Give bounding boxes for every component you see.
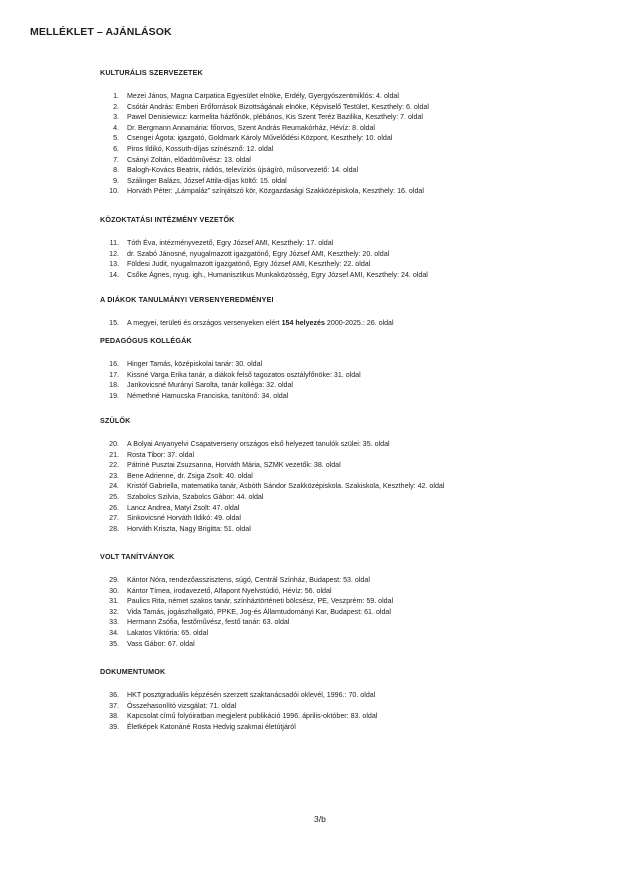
list-item bbox=[100, 586, 620, 597]
item-text: Balogh-Kovács Beatrix, rádiós, televíziós újságíró, műsorvezető: 14. oldal bbox=[127, 166, 359, 175]
list-item bbox=[100, 690, 620, 701]
item-text: Csányi Zoltán, előadóművész: 13. oldal bbox=[127, 155, 251, 164]
item-text: HKT posztgraduális képzésén szerzett szaktanácsadói oklevél, 1996.: 70. oldal bbox=[127, 691, 376, 699]
item-number: 12. bbox=[109, 249, 119, 258]
list-item bbox=[100, 112, 620, 123]
item-number: 34. bbox=[109, 628, 119, 637]
list-item bbox=[100, 270, 620, 281]
list-item bbox=[100, 492, 620, 503]
item-number: 3. bbox=[113, 113, 119, 122]
recommendation-list bbox=[100, 690, 620, 732]
list-item bbox=[100, 575, 620, 586]
recommendation-list bbox=[100, 359, 620, 401]
item-number: 20. bbox=[109, 440, 119, 448]
item-text: Vida Tamás, jogászhallgató, PPKE, Jog-és Államtudományi Kar, Budapest: 61. oldal bbox=[127, 607, 391, 616]
item-text: Kristóf Gabriella, matematika tanár, Asbóth Sándor Szakközépiskola. Szakiskola, Keszthely: 42. oldal bbox=[127, 482, 445, 491]
list-item bbox=[100, 596, 620, 607]
item-number: 30. bbox=[109, 586, 119, 595]
section-heading: SZÜLŐK bbox=[100, 416, 131, 425]
recommendation-list bbox=[100, 91, 620, 197]
list-item bbox=[100, 460, 620, 471]
item-number: 36. bbox=[109, 691, 119, 699]
item-text: Piros Ildikó, Kossuth-díjas színésznő: 12. oldal bbox=[127, 144, 274, 153]
item-number: 17. bbox=[109, 370, 119, 379]
item-text bbox=[127, 318, 394, 329]
item-text: Csőke Ágnes, nyug. igh., Humanisztikus Munkaközösség, Egry József AMI, Keszthely: 24. oldal bbox=[127, 270, 428, 279]
list-item bbox=[100, 639, 620, 650]
item-number: 11. bbox=[109, 239, 119, 247]
item-text: Pátriné Pusztai Zsuzsanna, Horváth Mária, SZMK vezetők: 38. oldal bbox=[127, 461, 341, 470]
list-item bbox=[100, 165, 620, 176]
section-heading: KULTURÁLIS SZERVEZETEK bbox=[100, 68, 203, 77]
item-text: Kissné Varga Erika tanár, a diákok felső tagozatos osztályfőnöke: 31. oldal bbox=[127, 370, 361, 379]
item-number: 37. bbox=[109, 701, 119, 710]
item-number: 13. bbox=[109, 260, 119, 269]
section-heading: VOLT TANÍTVÁNYOK bbox=[100, 552, 175, 561]
list-item bbox=[100, 607, 620, 618]
item-text-before: A megyei, területi és országos versenyeken elért bbox=[127, 319, 282, 327]
recommendation-list bbox=[100, 318, 620, 329]
item-text: Mezei János, Magna Carpatica Egyesület elnöke, Erdély, Gyergyószentmiklós: 4. oldal bbox=[127, 92, 399, 100]
item-number: 8. bbox=[113, 166, 119, 175]
item-number: 28. bbox=[109, 524, 119, 533]
item-number: 33. bbox=[109, 618, 119, 627]
item-text: Horváth Péter: „Lámpaláz” színjátszó kör, Közgazdasági Szakközépiskola, Keszthely: 16. oldal bbox=[127, 187, 424, 196]
item-text: Paulics Rita, német szakos tanár, színháztörténeti bölcsész, PE, Veszprém: 59. oldal bbox=[127, 597, 394, 606]
item-text: Lancz Andrea, Matyi Zsolt: 47. oldal bbox=[127, 503, 240, 512]
list-item bbox=[100, 711, 620, 722]
list-item bbox=[100, 524, 620, 535]
item-text: Szabolcs Szilvia, Szabolcs Gábor: 44. oldal bbox=[127, 492, 264, 501]
list-item bbox=[100, 359, 620, 370]
item-text: Kántor Nóra, rendezőasszisztens, súgó, Centrál Színház, Budapest: 53. oldal bbox=[127, 576, 370, 584]
item-text: Kapcsolat című folyóiratban megjelent publikáció 1996. április-október: 83. oldal bbox=[127, 712, 378, 721]
list-item bbox=[100, 513, 620, 524]
item-number: 4. bbox=[113, 123, 119, 132]
item-text: Vass Gábor: 67. oldal bbox=[127, 639, 195, 648]
item-text-after: 2000-2025.: 26. oldal bbox=[324, 319, 394, 327]
list-item bbox=[100, 238, 620, 249]
item-number: 22. bbox=[109, 461, 119, 470]
item-number: 25. bbox=[109, 492, 119, 501]
recommendation-list bbox=[100, 439, 620, 534]
item-number: 10. bbox=[109, 187, 119, 196]
list-item bbox=[100, 155, 620, 166]
list-item bbox=[100, 722, 620, 733]
item-number: 1. bbox=[113, 92, 119, 100]
item-text: Dr. Bergmann Annamária: főorvos, Szent András Reumakórház, Hévíz: 8. oldal bbox=[127, 123, 376, 132]
list-item bbox=[100, 701, 620, 712]
list-item bbox=[100, 249, 620, 260]
page-title: MELLÉKLET – AJÁNLÁSOK bbox=[30, 26, 172, 38]
item-number: 32. bbox=[109, 607, 119, 616]
list-item bbox=[100, 186, 620, 197]
section-kulturalis-szervezetek bbox=[100, 68, 620, 197]
item-number: 39. bbox=[109, 722, 119, 731]
item-text: Csengei Ágota: igazgató, Goldmark Károly Művelődési Központ, Keszthely: 10. oldal bbox=[127, 134, 393, 143]
section-diakok-versenyeredmenyei bbox=[100, 295, 620, 329]
item-number: 7. bbox=[113, 155, 119, 164]
item-number: 19. bbox=[109, 391, 119, 400]
item-text: Összehasonlító vizsgálat: 71. oldal bbox=[127, 701, 237, 710]
item-text: Némethné Hamucska Franciska, tanítónő: 34. oldal bbox=[127, 391, 289, 400]
item-text: dr. Szabó Jánosné, nyugalmazott igazgatónő, Egry József AMI, Keszthely: 20. oldal bbox=[127, 249, 390, 258]
recommendation-list bbox=[100, 575, 620, 649]
list-item bbox=[100, 481, 620, 492]
list-item bbox=[100, 471, 620, 482]
item-text: Pawel Denisiewicz: karmelita házfőnök, plébános, Kis Szent Teréz Bazilika, Keszthely: 7. oldal bbox=[127, 113, 423, 122]
list-item bbox=[100, 176, 620, 187]
item-number: 26. bbox=[109, 503, 119, 512]
section-pedagogus-kollegak bbox=[100, 336, 620, 401]
item-number: 35. bbox=[109, 639, 119, 648]
item-text: Életképek Katonáné Rosta Hedvig szakmai életútjáról bbox=[127, 722, 296, 731]
item-text: A Bolyai Anyanyelvi Csapatverseny országos első helyezett tanulók szülei: 35. oldal bbox=[127, 440, 390, 448]
section-heading: DOKUMENTUMOK bbox=[100, 667, 166, 676]
item-number: 23. bbox=[109, 471, 119, 480]
list-item bbox=[100, 144, 620, 155]
section-dokumentumok bbox=[100, 667, 620, 732]
item-text: Hermann Zsófia, festőművész, festő tanár: 63. oldal bbox=[127, 618, 290, 627]
item-text: Tóth Éva, intézményvezető, Egry József AMI, Keszthely: 17. oldal bbox=[127, 239, 334, 247]
list-item bbox=[100, 380, 620, 391]
list-item bbox=[100, 370, 620, 381]
list-item bbox=[100, 318, 620, 329]
item-text: Bene Adrienne, dr. Zsiga Zsolt: 40. oldal bbox=[127, 471, 253, 480]
item-text: Szálinger Balázs, József Attila-díjas költő: 15. oldal bbox=[127, 176, 287, 185]
item-text: Hinger Tamás, középiskolai tanár: 30. oldal bbox=[127, 360, 263, 368]
item-number: 6. bbox=[113, 144, 119, 153]
item-number: 24. bbox=[109, 482, 119, 491]
item-text: Jankovicsné Murányi Sarolta, tanár kolléga: 32. oldal bbox=[127, 381, 294, 390]
section-heading: A DIÁKOK TANULMÁNYI VERSENYEREDMÉNYEI bbox=[100, 295, 274, 304]
section-heading: KÖZOKTATÁSI INTÉZMÉNY VEZETŐK bbox=[100, 215, 235, 224]
item-text: Horváth Kriszta, Nagy Brigitta: 51. oldal bbox=[127, 524, 251, 533]
list-item bbox=[100, 391, 620, 402]
section-heading: PEDAGÓGUS KOLLÉGÁK bbox=[100, 336, 192, 345]
item-text: Földesi Judit, nyugalmazott igazgatónő, Egry József AMI, Keszthely: 22. oldal bbox=[127, 260, 371, 269]
list-item bbox=[100, 133, 620, 144]
list-item bbox=[100, 450, 620, 461]
item-text-bold: 154 helyezés bbox=[281, 319, 325, 327]
list-item bbox=[100, 91, 620, 102]
item-number: 9. bbox=[113, 176, 119, 185]
item-number: 14. bbox=[109, 270, 119, 279]
section-szulok bbox=[100, 416, 620, 534]
item-number: 29. bbox=[109, 576, 119, 584]
item-text: Lakatos Viktória: 65. oldal bbox=[127, 628, 209, 637]
list-item bbox=[100, 259, 620, 270]
list-item bbox=[100, 503, 620, 514]
item-number: 18. bbox=[109, 381, 119, 390]
item-number: 21. bbox=[109, 450, 119, 459]
item-text: Rosta Tibor: 37. oldal bbox=[127, 450, 195, 459]
item-number: 15. bbox=[109, 319, 119, 327]
item-number: 31. bbox=[109, 597, 119, 606]
section-volt-tanitvanyok bbox=[100, 552, 620, 649]
list-item bbox=[100, 123, 620, 134]
page-number: 3/b bbox=[314, 814, 326, 824]
item-number: 27. bbox=[109, 514, 119, 523]
list-item bbox=[100, 102, 620, 113]
item-text: Sinkovicsné Horváth Ildikó: 49. oldal bbox=[127, 514, 241, 523]
list-item bbox=[100, 617, 620, 628]
item-text: Kántor Tímea, irodavezető, Alfapont Nyelvstúdió, Hévíz: 56. oldal bbox=[127, 586, 332, 595]
recommendation-list bbox=[100, 238, 620, 280]
item-number: 38. bbox=[109, 712, 119, 721]
item-number: 5. bbox=[113, 134, 119, 143]
item-number: 16. bbox=[109, 360, 119, 368]
list-item bbox=[100, 439, 620, 450]
item-number: 2. bbox=[113, 102, 119, 111]
list-item bbox=[100, 628, 620, 639]
section-kozoktatasi-intezmeny-vezetok bbox=[100, 215, 620, 280]
item-text: Csótár András: Emberi Erőforrások Bizottságának elnöke, Képviselő Testület, Keszthely: 6. oldal bbox=[127, 102, 429, 111]
